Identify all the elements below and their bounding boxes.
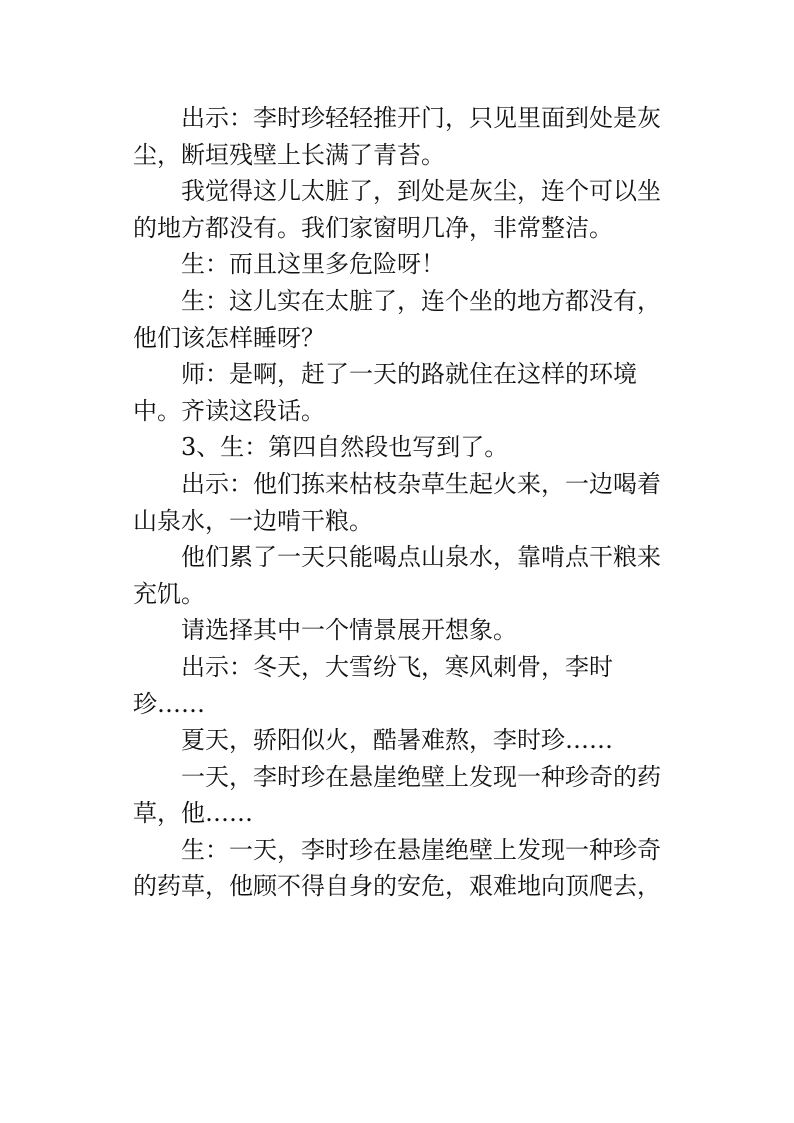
paragraph: 出示：李时珍轻轻推开门，只见里面到处是灰尘，断垣残壁上长满了青苔。 xyxy=(133,104,661,169)
paragraph: 我觉得这儿太脏了，到处是灰尘，连个可以坐的地方都没有。我们家窗明几净，非常整洁。 xyxy=(133,177,661,242)
paragraph: 出示：他们拣来枯枝杂草生起火来，一边喝着山泉水，一边啃干粮。 xyxy=(133,469,661,535)
paragraph: 生：而且这里多危险呀！ xyxy=(181,250,445,279)
paragraph: 3、生：第四自然段也写到了。 xyxy=(181,433,509,462)
paragraph: 师：是啊，赶了一天的路就住在这样的环境中。齐读这段话。 xyxy=(133,360,637,425)
paragraph: 夏天，骄阳似火，酷暑难熬，李时珍…… xyxy=(181,726,613,755)
paragraph: 出示：冬天，大雪纷飞，寒风刺骨，李时珍…… xyxy=(133,652,613,718)
paragraph: 生：一天，李时珍在悬崖绝壁上发现一种珍奇的药草，他顾不得自身的安危，艰难地向顶爬去， xyxy=(133,835,661,901)
paragraph: 他们累了一天只能喝点山泉水，靠啃点干粮来充饥。 xyxy=(133,543,661,608)
document-body xyxy=(133,100,673,905)
paragraph: 生：这儿实在太脏了，连个坐的地方都没有，他们该怎样睡呀？ xyxy=(133,286,661,352)
paragraph: 请选择其中一个情景展开想象。 xyxy=(181,616,517,645)
paragraph: 一天，李时珍在悬崖绝壁上发现一种珍奇的药草，他…… xyxy=(133,762,661,828)
